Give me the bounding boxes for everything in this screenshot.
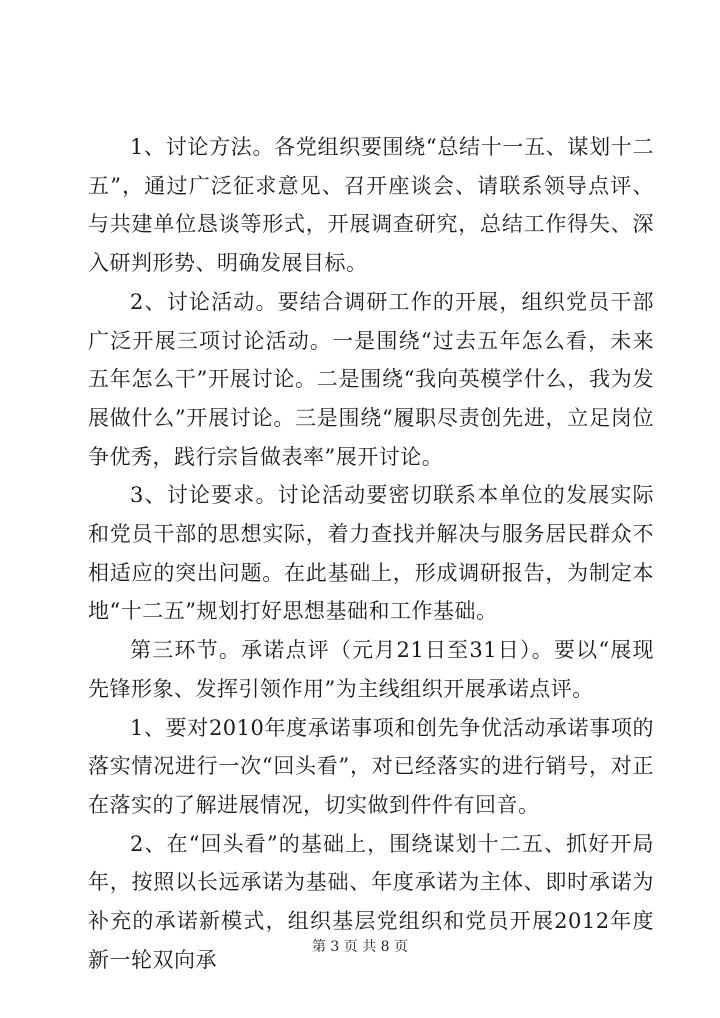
page-footer: 第 3 页 共 8 页: [311, 939, 409, 955]
paragraph-new-commitments: 2、在“回头看”的基础上，围绕谋划十二五、抓好开局年，按照以长远承诺为基础、年度承诺为主体、即时承诺为补充的承诺新模式，组织基层党组织和党员开展2012年度新一轮双向承: [88, 831, 654, 972]
paragraph-third-stage: 第三环节。承诺点评（元月21日至31日）。要以“展现先锋形象、发挥引领作用”为主线组织开展承诺点评。: [88, 638, 654, 701]
body-text: [88, 128, 654, 979]
paragraph-discussion-activities: 2、讨论活动。要结合调研工作的开展，组织党员干部广泛开展三项讨论活动。一是围绕“过去五年怎么看，未来五年怎么干”开展讨论。二是围绕“我向英模学什么，我为发展做什么”开展讨论。三是围绕“履职尽责创先进，立足岗位争优秀，践行宗旨做表率”展开讨论。: [88, 289, 654, 469]
paragraph-review-commitments: 1、要对2010年度承诺事项和创先争优活动承诺事项的落实情况进行一次“回头看”，对已经落实的进行销号，对正在落实的了解进展情况，切实做到件件有回音。: [88, 715, 654, 817]
paragraph-discussion-method: 1、讨论方法。各党组织要围绕“总结十一五、谋划十二五”，通过广泛征求意见、召开座谈会、请联系领导点评、与共建单位恳谈等形式，开展调查研究，总结工作得失、深入研判形势、明确发展目标。: [88, 135, 654, 276]
paragraph-discussion-requirements: 3、讨论要求。讨论活动要密切联系本单位的发展实际和党员干部的思想实际，着力查找并解决与服务居民群众不相适应的突出问题。在此基础上，形成调研报告，为制定本地“十二五”规划打好思想基础和工作基础。: [88, 483, 654, 624]
